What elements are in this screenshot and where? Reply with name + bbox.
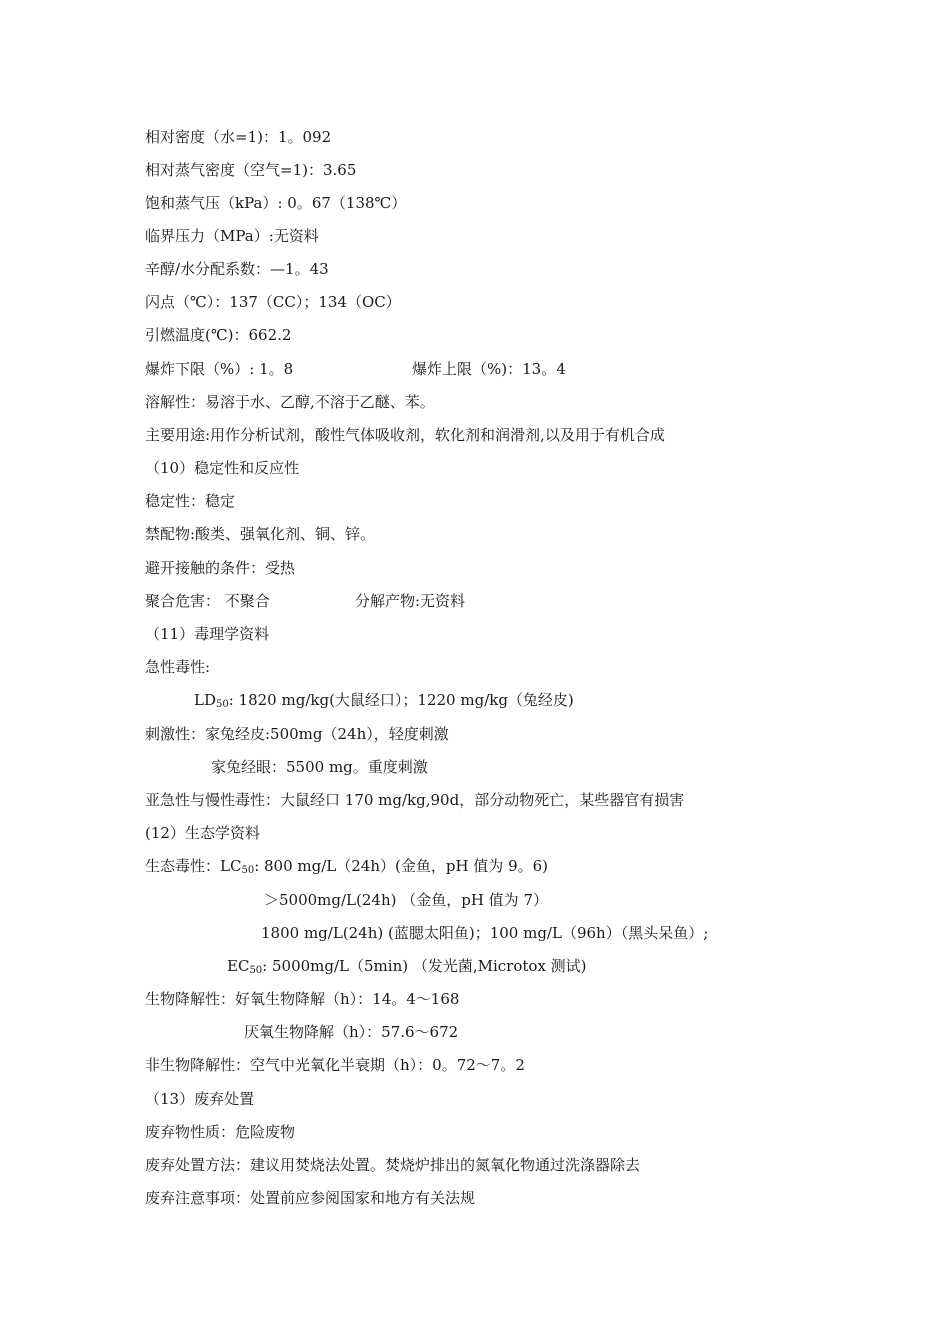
critical-pressure-line: 临界压力（MPa）:无资料 — [145, 227, 319, 245]
section-13-heading: （13）废弃处置 — [145, 1090, 255, 1108]
relative-density-water-line: 相对密度（水=1)：1。092 — [145, 128, 332, 146]
ecotoxicity-bluegill-line: 1800 mg/L(24h) (蓝腮太阳鱼)；100 mg/L（96h）（黑头呆鱼）; — [261, 924, 709, 942]
stability-line: 稳定性：稳定 — [145, 492, 236, 510]
saturated-vapor-pressure-line: 饱和蒸气压（kPa）: 0。67（138℃） — [145, 194, 407, 212]
section-11-heading: （11）毒理学资料 — [145, 625, 270, 643]
incompatible-materials-line: 禁配物:酸类、强氧化剂、铜、锌。 — [145, 525, 376, 543]
section-10-heading: （10）稳定性和反应性 — [145, 459, 300, 477]
waste-nature-line: 废弃物性质：危险废物 — [145, 1123, 296, 1141]
flash-point-line: 闪点（℃）：137（CC）；134（OC） — [145, 293, 401, 311]
ec50-values: : 5000mg/L（5min) （发光菌,Microtox 测试) — [262, 957, 587, 975]
explosion-lower-limit-line: 爆炸下限（%）: 1。8 — [145, 360, 294, 378]
biodegradability-aerobic-line: 生物降解性：好氧生物降解（h）：14。4～168 — [145, 990, 460, 1008]
ecotoxicity-lc50-line — [145, 856, 548, 881]
section-12-heading: (12）生态学资料 — [145, 824, 260, 842]
ld50-values: : 1820 mg/kg(大鼠经口）；1220 mg/kg（兔经皮) — [228, 691, 574, 709]
irritation-eye-line: 家兔经眼：5500 mg。重度刺激 — [211, 758, 428, 776]
ecotoxicity-goldfish-ph7-line: ＞5000mg/L(24h) （金鱼，pH 值为 7） — [264, 891, 548, 909]
ld50-prefix: LD — [194, 691, 216, 709]
abiotic-degradation-line: 非生物降解性：空气中光氧化半衰期（h）：0。72～7。2 — [145, 1056, 525, 1074]
ld50-subscript: 50 — [216, 699, 229, 710]
chronic-toxicity-line: 亚急性与慢性毒性：大鼠经口 170 mg/kg,90d，部分动物死亡，某些器官有损害 — [145, 791, 685, 809]
disposal-precautions-line: 废弃注意事项：处置前应参阅国家和地方有关法规 — [145, 1189, 476, 1207]
lc50-prefix: 生态毒性：LC — [145, 857, 242, 875]
irritation-skin-line: 刺激性：家兔经皮:500mg（24h），轻度刺激 — [145, 725, 449, 743]
explosion-upper-limit-line: 爆炸上限（%)：13。4 — [412, 360, 566, 378]
decomposition-products-line: 分解产物:无资料 — [355, 592, 466, 610]
lc50-values: : 800 mg/L（24h）(金鱼，pH 值为 9。6) — [254, 857, 549, 875]
solubility-line: 溶解性：易溶于水、乙醇,不溶于乙醚、苯。 — [145, 393, 435, 411]
octanol-water-partition-line: 辛醇/水分配系数：—1。43 — [145, 260, 329, 278]
lc50-subscript: 50 — [241, 865, 255, 876]
polymerization-hazard-line: 聚合危害： 不聚合 — [145, 592, 270, 610]
disposal-method-line: 废弃处置方法：建议用焚烧法处置。焚烧炉排出的氮氧化物通过洗涤器除去 — [145, 1156, 641, 1174]
relative-vapor-density-line: 相对蒸气密度（空气=1)：3.65 — [145, 161, 357, 179]
ec50-prefix: EC — [227, 957, 250, 975]
ignition-temperature-line: 引燃温度(℃)：662.2 — [145, 326, 292, 344]
acute-toxicity-label: 急性毒性: — [145, 658, 211, 676]
ec50-subscript: 50 — [249, 965, 263, 976]
conditions-to-avoid-line: 避开接触的条件：受热 — [145, 559, 296, 577]
ld50-line — [194, 690, 574, 715]
main-use-line: 主要用途:用作分析试剂，酸性气体吸收剂，软化剂和润滑剂,以及用于有机合成 — [145, 426, 665, 444]
biodegradability-anaerobic-line: 厌氧生物降解（h）：57.6～672 — [244, 1023, 459, 1041]
ec50-line — [227, 956, 587, 981]
